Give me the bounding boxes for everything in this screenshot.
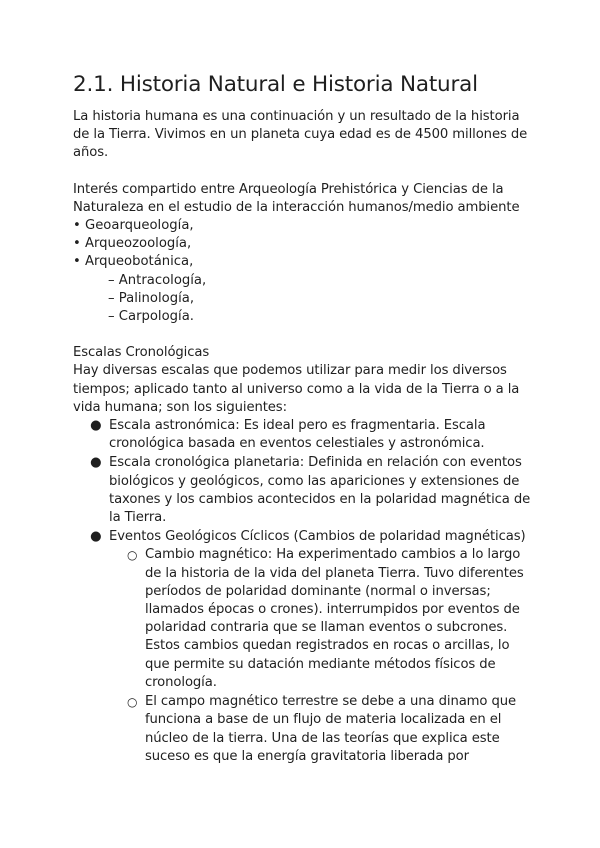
scales-title: Escalas Cronológicas bbox=[73, 345, 210, 361]
sub-list-item-text: Cambio magnético: Ha experimentado cambios a lo largo de la historia de la vida del planeta Tierra. Tuvo diferentes períodos de polaridad dominante (normal o inversas; llamados épocas o crones). interrumpidos por eventos de polaridad contraria que se llaman eventos o subcrones. Estos cambios quedan registrados en rocas o arcillas, lo que permite su datación mediante métodos físicos de cronología. bbox=[145, 547, 524, 690]
list-item-text: Escala cronológica planetaria: Definida en relación con eventos biológicos y geológicos, como las apariciones y extensiones de taxones y los cambios acontecidos en la polaridad magnética de la Tierra. bbox=[109, 455, 531, 526]
bullet-icon: ● bbox=[90, 455, 102, 471]
section-heading: 2.1. Historia Natural e Historia Natural bbox=[73, 72, 478, 97]
discipline-item: • Arqueobotánica, bbox=[73, 254, 194, 270]
sub-disciplines-list bbox=[73, 272, 533, 327]
sub-discipline-item: – Carpología. bbox=[108, 309, 194, 325]
circle-bullet-icon: ○ bbox=[127, 695, 138, 710]
list-item bbox=[73, 454, 533, 527]
list-item-text: Escala astronómica: Es ideal pero es fragmentaria. Escala cronológica basada en eventos celestiales y astronómica. bbox=[109, 418, 486, 452]
list-item bbox=[73, 417, 533, 453]
bullet-icon: ● bbox=[90, 529, 102, 545]
scales-description: Hay diversas escalas que podemos utilizar para medir los diversos tiempos; aplicado tanto al universo como a la vida de la Tierra o a la vida humana; son los siguientes: bbox=[73, 363, 520, 415]
discipline-item: • Geoarqueología, bbox=[73, 218, 194, 234]
disciplines-list bbox=[73, 217, 533, 272]
circle-bullet-icon: ○ bbox=[127, 548, 138, 563]
sub-list-item bbox=[109, 546, 533, 692]
sub-discipline-item: – Antracología, bbox=[108, 272, 207, 288]
sub-list bbox=[109, 546, 533, 765]
list-item-text: Eventos Geológicos Cíclicos (Cambios de polaridad magnéticas) bbox=[109, 529, 526, 545]
list-item bbox=[73, 528, 533, 766]
sub-discipline-item: – Palinología, bbox=[108, 290, 195, 306]
scales-list bbox=[73, 417, 533, 766]
discipline-item: • Arqueozoología, bbox=[73, 236, 192, 252]
intro-paragraph: La historia humana es una continuación y un resultado de la historia de la Tierra. Vivimos en un planeta cuya edad es de 4500 millones de años. bbox=[73, 109, 528, 161]
bullet-icon: ● bbox=[90, 418, 102, 434]
shared-interest-paragraph: Interés compartido entre Arqueología Prehistórica y Ciencias de la Naturaleza en el estudio de la interacción humanos/medio ambiente bbox=[73, 181, 520, 215]
sub-list-item-text: El campo magnético terrestre se debe a una dinamo que funciona a base de un flujo de materia localizada en el núcleo de la tierra. Una de las teorías que explica este suceso es que la energía gravitatoria liberada por bbox=[145, 694, 517, 764]
document-page bbox=[73, 72, 533, 766]
sub-list-item bbox=[109, 693, 533, 766]
